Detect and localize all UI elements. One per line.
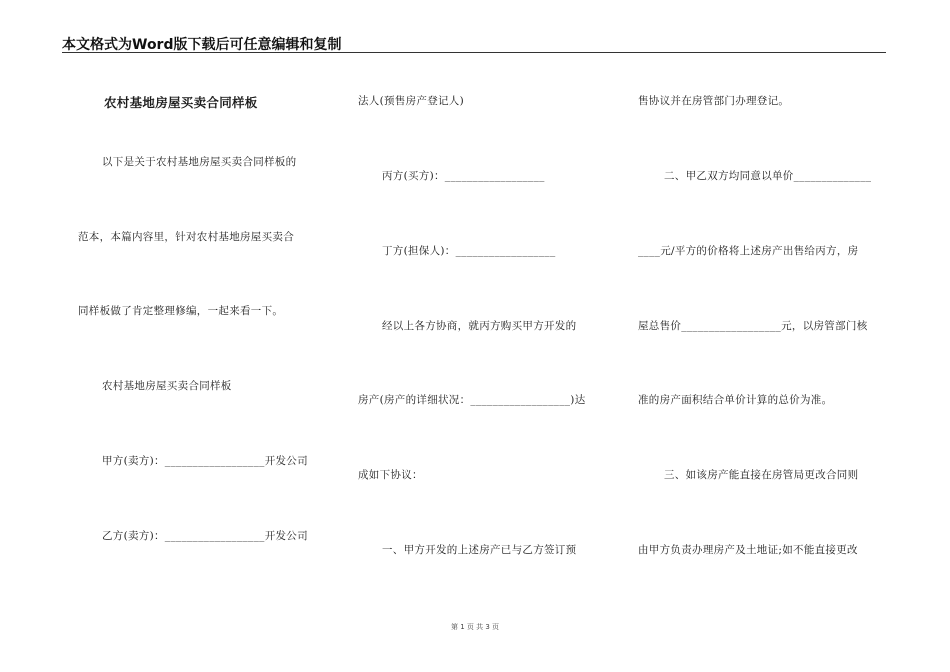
paragraph-line: 同样板做了肯定整理修编，一起来看一下。 bbox=[78, 305, 284, 317]
paragraph-line: 以下是关于农村基地房屋买卖合同样板的 bbox=[102, 156, 297, 168]
clause-line: 二、甲乙双方均同意以单价______________ bbox=[664, 170, 872, 182]
paragraph-line: 房产(房产的详细状况：__________________)达 bbox=[358, 394, 586, 406]
clause-line: 三、如该房产能直接在房管局更改合同则 bbox=[664, 469, 859, 481]
page-number-footer: 第 1 页 共 3 页 bbox=[450, 623, 500, 631]
paragraph-line: 范本，本篇内容里，针对农村基地房屋买卖合 bbox=[78, 231, 294, 243]
paragraph-line: 成如下协议： bbox=[358, 469, 423, 481]
text-column-3 bbox=[620, 0, 920, 600]
paragraph-line: 准的房产面积结合单价计算的总价为准。 bbox=[638, 394, 833, 406]
document-header: 本文格式为Word版下载后可任意编辑和复制 bbox=[62, 37, 342, 53]
document-title: 农村基地房屋买卖合同样板 bbox=[104, 95, 258, 110]
paragraph-line: 由甲方负责办理房产及土地证;如不能直接更改 bbox=[638, 544, 858, 556]
text-column-1 bbox=[0, 0, 330, 600]
paragraph-line: 法人(预售房产登记人) bbox=[358, 95, 464, 107]
party-a-line: 甲方(卖方)：__________________开发公司 bbox=[102, 455, 308, 467]
paragraph-line: 售协议并在房管部门办理登记。 bbox=[638, 95, 790, 107]
clause-line: 一、甲方开发的上述房产已与乙方签订预 bbox=[382, 544, 577, 556]
paragraph-line: ____元/平方的价格将上述房产出售给丙方，房 bbox=[638, 245, 859, 257]
paragraph-line: 经以上各方协商，就丙方购买甲方开发的 bbox=[382, 320, 577, 332]
paragraph-line: 屋总售价__________________元，以房管部门核 bbox=[638, 320, 868, 332]
party-c-line: 丙方(买方)：__________________ bbox=[382, 170, 545, 182]
party-b-line: 乙方(卖方)：__________________开发公司 bbox=[102, 530, 308, 542]
party-d-line: 丁方(担保人)：__________________ bbox=[382, 245, 556, 257]
text-column-2 bbox=[340, 0, 610, 600]
paragraph-line: 农村基地房屋买卖合同样板 bbox=[102, 380, 232, 392]
